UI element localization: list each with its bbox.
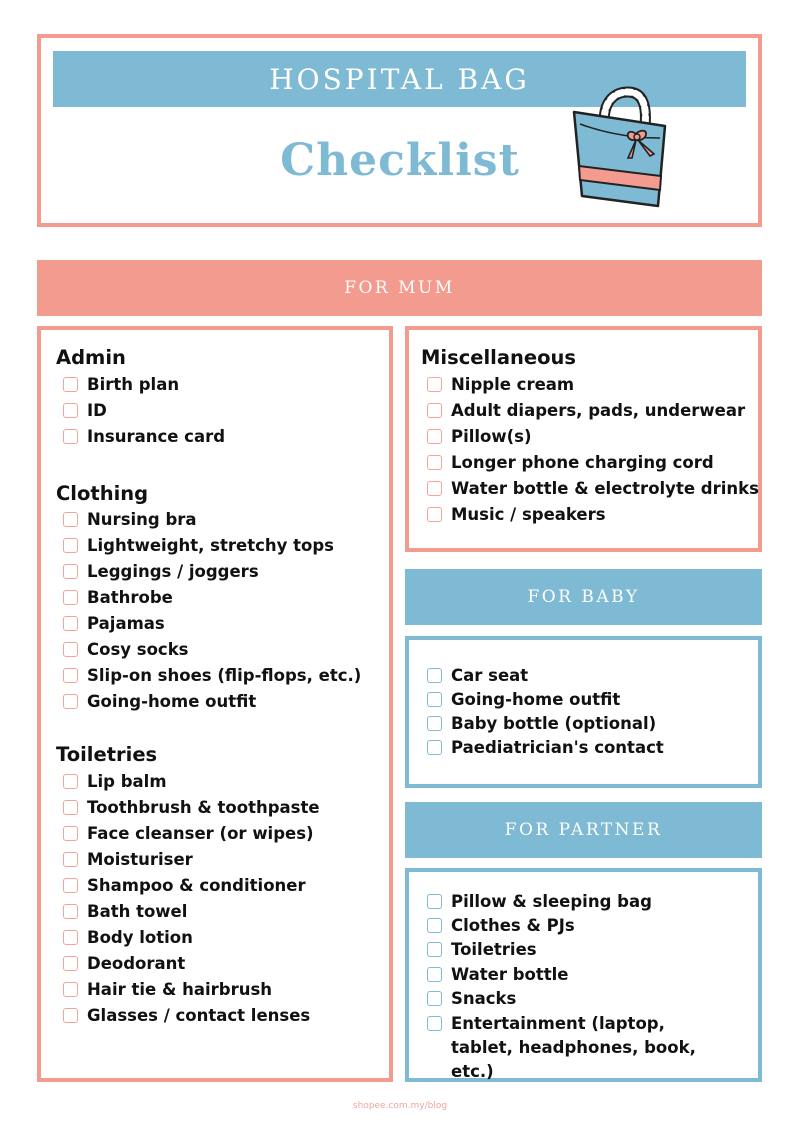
checklist-item: Nipple cream — [427, 373, 574, 397]
checklist-item: Going-home outfit — [427, 688, 620, 712]
checklist-item: Body lotion — [63, 926, 193, 950]
footer-url: shopee.com.my/blog — [352, 1101, 448, 1111]
checkbox[interactable] — [427, 692, 442, 707]
checkbox[interactable] — [63, 956, 78, 971]
checklist-item: Water bottle & electrolyte drinks — [427, 477, 759, 501]
checkbox[interactable] — [427, 403, 442, 418]
checkbox[interactable] — [63, 774, 78, 789]
checkbox[interactable] — [63, 616, 78, 631]
miscellaneous-heading: Miscellaneous — [421, 346, 577, 369]
checklist-item: Cosy socks — [63, 638, 189, 662]
checklist-item: Glasses / contact lenses — [63, 1004, 310, 1028]
checkbox[interactable] — [63, 590, 78, 605]
checklist-item: Baby bottle (optional) — [427, 712, 656, 736]
checkbox[interactable] — [427, 1016, 442, 1031]
checklist-item: Music / speakers — [427, 503, 606, 527]
checkbox[interactable] — [427, 894, 442, 909]
checklist-item: Leggings / joggers — [63, 560, 259, 584]
checklist-item: Snacks — [427, 987, 516, 1011]
checkbox[interactable] — [63, 982, 78, 997]
checklist-item: Lip balm — [63, 770, 167, 794]
checkbox[interactable] — [63, 564, 78, 579]
checkbox[interactable] — [63, 904, 78, 919]
checklist-item: ID — [63, 399, 107, 423]
for-mum-banner: FOR MUM — [37, 260, 762, 316]
checklist-item: Going-home outfit — [63, 690, 256, 714]
checkbox[interactable] — [427, 716, 442, 731]
checklist-item: Paediatrician's contact — [427, 736, 664, 760]
admin-heading: Admin — [56, 346, 126, 369]
checklist-item: Nursing bra — [63, 508, 197, 532]
checklist-item: Adult diapers, pads, underwear — [427, 399, 745, 423]
checklist-item: Lightweight, stretchy tops — [63, 534, 334, 558]
checklist-item: Toothbrush & toothpaste — [63, 796, 320, 820]
checklist-item: Bathrobe — [63, 586, 173, 610]
checklist-item: Toiletries — [427, 938, 537, 962]
checkbox[interactable] — [63, 852, 78, 867]
checklist-item: Water bottle — [427, 963, 568, 987]
checkbox[interactable] — [427, 942, 442, 957]
checklist-item: Shampoo & conditioner — [63, 874, 306, 898]
checkbox[interactable] — [427, 429, 442, 444]
checkbox[interactable] — [427, 455, 442, 470]
checkbox[interactable] — [63, 930, 78, 945]
checkbox[interactable] — [63, 800, 78, 815]
checkbox[interactable] — [63, 826, 78, 841]
checklist-item: Insurance card — [63, 425, 225, 449]
checklist-item: Deodorant — [63, 952, 185, 976]
clothing-heading: Clothing — [56, 482, 149, 505]
checkbox[interactable] — [427, 740, 442, 755]
checklist-item: Face cleanser (or wipes) — [63, 822, 314, 846]
checklist-item: Entertainment (laptop, tablet, headphones, book, etc.) — [427, 1012, 731, 1084]
checkbox[interactable] — [63, 538, 78, 553]
checklist-item: Hair tie & hairbrush — [63, 978, 272, 1002]
toiletries-heading: Toiletries — [56, 743, 158, 766]
for-baby-banner: FOR BABY — [405, 569, 762, 625]
checklist-item: Bath towel — [63, 900, 187, 924]
checklist-item: Clothes & PJs — [427, 914, 575, 938]
checkbox[interactable] — [427, 668, 442, 683]
checkbox[interactable] — [63, 403, 78, 418]
checklist-item: Moisturiser — [63, 848, 193, 872]
checkbox[interactable] — [63, 694, 78, 709]
checkbox[interactable] — [63, 1008, 78, 1023]
checklist-item: Pajamas — [63, 612, 165, 636]
checkbox[interactable] — [63, 642, 78, 657]
checkbox[interactable] — [427, 377, 442, 392]
checkbox[interactable] — [427, 481, 442, 496]
checkbox[interactable] — [63, 377, 78, 392]
checkbox[interactable] — [427, 967, 442, 982]
checkbox[interactable] — [63, 668, 78, 683]
for-partner-banner: FOR PARTNER — [405, 802, 762, 858]
checkbox[interactable] — [427, 991, 442, 1006]
checkbox[interactable] — [63, 878, 78, 893]
checklist-item: Birth plan — [63, 373, 179, 397]
checkbox[interactable] — [63, 429, 78, 444]
tote-bag-icon — [566, 86, 676, 216]
checkbox[interactable] — [427, 507, 442, 522]
checklist-item: Pillow(s) — [427, 425, 532, 449]
checklist-item: Longer phone charging cord — [427, 451, 714, 475]
page-title: Checklist — [280, 134, 520, 186]
checklist-item: Pillow & sleeping bag — [427, 890, 652, 914]
checklist-item: Slip-on shoes (flip-flops, etc.) — [63, 664, 361, 688]
header-banner: HOSPITAL BAG — [53, 51, 746, 107]
checkbox[interactable] — [63, 512, 78, 527]
checklist-item: Car seat — [427, 664, 528, 688]
checkbox[interactable] — [427, 918, 442, 933]
